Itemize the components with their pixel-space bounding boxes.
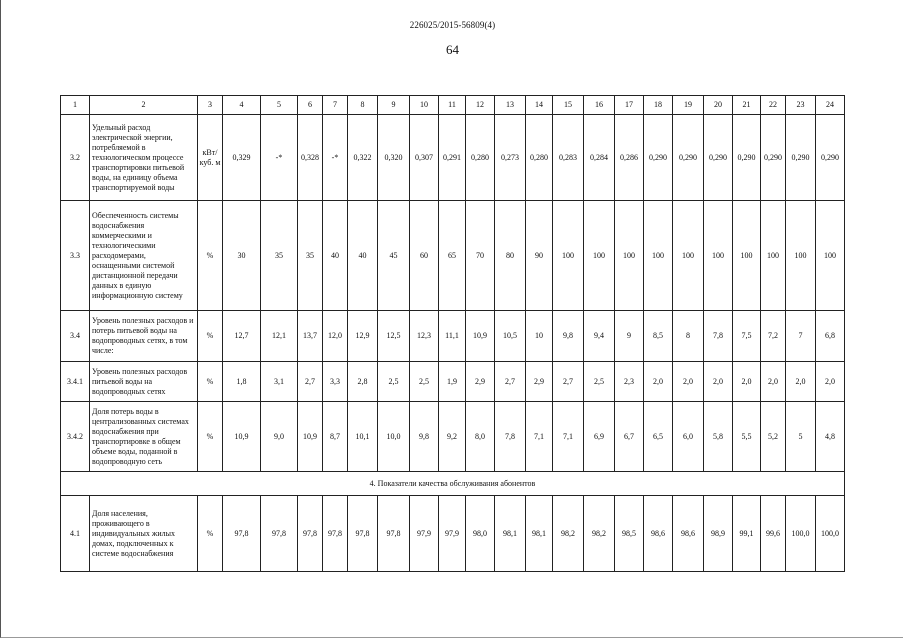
value-cell: 40 — [348, 201, 378, 311]
value-cell: 12,3 — [410, 311, 439, 362]
value-cell: 0,286 — [615, 115, 644, 201]
value-cell: 97,8 — [298, 496, 323, 572]
value-cell: 45 — [378, 201, 410, 311]
value-cell: 99,1 — [733, 496, 761, 572]
column-header: 10 — [410, 96, 439, 115]
value-cell: 2,7 — [298, 362, 323, 402]
value-cell: 2,0 — [644, 362, 673, 402]
header-row — [61, 96, 845, 115]
value-cell: 0,290 — [704, 115, 733, 201]
value-cell: 100 — [584, 201, 615, 311]
value-cell: 7,8 — [495, 402, 526, 472]
value-cell: 2,0 — [733, 362, 761, 402]
table-row — [61, 362, 845, 402]
indicators-table — [60, 95, 845, 572]
value-cell: 5,8 — [704, 402, 733, 472]
value-cell: 97,9 — [439, 496, 466, 572]
value-cell: 8,7 — [323, 402, 348, 472]
value-cell: 0,273 — [495, 115, 526, 201]
value-cell: 7,2 — [761, 311, 786, 362]
column-header: 17 — [615, 96, 644, 115]
value-cell: 9,4 — [584, 311, 615, 362]
value-cell: 1,9 — [439, 362, 466, 402]
unit-cell: % — [198, 496, 223, 572]
indicator-name-cell: Удельный расход электрической энергии, потребляемой в технологическом процессе транспортировки питьевой воды, на единицу объема транспортируемой воды — [90, 115, 198, 201]
value-cell: 7,8 — [704, 311, 733, 362]
value-cell: 9,8 — [553, 311, 584, 362]
value-cell: 4,8 — [816, 402, 845, 472]
value-cell: 2,5 — [410, 362, 439, 402]
value-cell: 2,0 — [761, 362, 786, 402]
column-header: 5 — [261, 96, 298, 115]
value-cell: 2,0 — [786, 362, 816, 402]
row-number-cell: 3.4 — [61, 311, 90, 362]
value-cell: 98,5 — [615, 496, 644, 572]
value-cell: 8 — [673, 311, 704, 362]
value-cell: 2,0 — [816, 362, 845, 402]
value-cell: 100 — [761, 201, 786, 311]
value-cell: 10,0 — [378, 402, 410, 472]
value-cell: 35 — [298, 201, 323, 311]
value-cell: 7,1 — [526, 402, 553, 472]
value-cell: 0,284 — [584, 115, 615, 201]
value-cell: 2,5 — [378, 362, 410, 402]
value-cell: 8,0 — [466, 402, 495, 472]
value-cell: 6,9 — [584, 402, 615, 472]
value-cell: 12,7 — [223, 311, 261, 362]
column-header: 8 — [348, 96, 378, 115]
value-cell: 0,328 — [298, 115, 323, 201]
indicator-name-cell: Обеспеченность системы водоснабжения коммерческими и технологическими расходомерами, оснащенными системой дистанционной передачи данных в единую информационную систему — [90, 201, 198, 311]
value-cell: 7,1 — [553, 402, 584, 472]
value-cell: 97,8 — [223, 496, 261, 572]
row-number-cell: 3.4.2 — [61, 402, 90, 472]
value-cell: 6,7 — [615, 402, 644, 472]
column-header: 11 — [439, 96, 466, 115]
value-cell: 12,9 — [348, 311, 378, 362]
row-number-cell: 3.2 — [61, 115, 90, 201]
value-cell: 2,9 — [526, 362, 553, 402]
value-cell: 98,0 — [466, 496, 495, 572]
unit-cell: % — [198, 362, 223, 402]
value-cell: 12,1 — [261, 311, 298, 362]
unit-cell: % — [198, 201, 223, 311]
row-number-cell: 3.4.1 — [61, 362, 90, 402]
unit-cell: кВт/ куб. м — [198, 115, 223, 201]
value-cell: 9,0 — [261, 402, 298, 472]
value-cell: 9,8 — [410, 402, 439, 472]
value-cell: 0,290 — [816, 115, 845, 201]
value-cell: 9 — [615, 311, 644, 362]
value-cell: 5,2 — [761, 402, 786, 472]
value-cell: 12,0 — [323, 311, 348, 362]
value-cell: 100,0 — [786, 496, 816, 572]
value-cell: -* — [261, 115, 298, 201]
value-cell: 60 — [410, 201, 439, 311]
value-cell: 97,8 — [323, 496, 348, 572]
column-header: 20 — [704, 96, 733, 115]
value-cell: 3,1 — [261, 362, 298, 402]
table-row — [61, 115, 845, 201]
value-cell: 0,307 — [410, 115, 439, 201]
value-cell: -* — [323, 115, 348, 201]
row-number-cell: 4.1 — [61, 496, 90, 572]
column-header: 19 — [673, 96, 704, 115]
value-cell: 35 — [261, 201, 298, 311]
row-number-cell: 3.3 — [61, 201, 90, 311]
document-code: 226025/2015-56809(4) — [409, 20, 496, 30]
column-header: 24 — [816, 96, 845, 115]
value-cell: 11,1 — [439, 311, 466, 362]
value-cell: 98,9 — [704, 496, 733, 572]
value-cell: 100 — [644, 201, 673, 311]
value-cell: 100 — [673, 201, 704, 311]
column-header: 1 — [61, 96, 90, 115]
column-header: 14 — [526, 96, 553, 115]
value-cell: 6,0 — [673, 402, 704, 472]
value-cell: 40 — [323, 201, 348, 311]
value-cell: 2,0 — [673, 362, 704, 402]
value-cell: 98,2 — [553, 496, 584, 572]
column-header: 7 — [323, 96, 348, 115]
indicator-name-cell: Уровень полезных расходов и потерь питьевой воды на водопроводных сетях, в том числе: — [90, 311, 198, 362]
value-cell: 13,7 — [298, 311, 323, 362]
value-cell: 0,290 — [761, 115, 786, 201]
value-cell: 98,6 — [673, 496, 704, 572]
value-cell: 100 — [816, 201, 845, 311]
value-cell: 98,2 — [584, 496, 615, 572]
value-cell: 100 — [733, 201, 761, 311]
column-header: 21 — [733, 96, 761, 115]
column-header: 6 — [298, 96, 323, 115]
column-header: 23 — [786, 96, 816, 115]
column-header: 4 — [223, 96, 261, 115]
value-cell: 10 — [526, 311, 553, 362]
table-row — [61, 201, 845, 311]
value-cell: 0,290 — [673, 115, 704, 201]
value-cell: 0,290 — [786, 115, 816, 201]
value-cell: 0,280 — [466, 115, 495, 201]
value-cell: 12,5 — [378, 311, 410, 362]
value-cell: 65 — [439, 201, 466, 311]
column-header: 22 — [761, 96, 786, 115]
value-cell: 2,3 — [615, 362, 644, 402]
value-cell: 98,1 — [526, 496, 553, 572]
value-cell: 100,0 — [816, 496, 845, 572]
value-cell: 70 — [466, 201, 495, 311]
table-row — [61, 311, 845, 362]
table-row — [61, 496, 845, 572]
value-cell: 3,3 — [323, 362, 348, 402]
value-cell: 0,283 — [553, 115, 584, 201]
value-cell: 6,8 — [816, 311, 845, 362]
column-header: 13 — [495, 96, 526, 115]
value-cell: 100 — [704, 201, 733, 311]
value-cell: 100 — [553, 201, 584, 311]
unit-cell: % — [198, 311, 223, 362]
value-cell: 98,1 — [495, 496, 526, 572]
value-cell: 30 — [223, 201, 261, 311]
value-cell: 100 — [786, 201, 816, 311]
value-cell: 6,5 — [644, 402, 673, 472]
value-cell: 80 — [495, 201, 526, 311]
value-cell: 7,5 — [733, 311, 761, 362]
value-cell: 0,329 — [223, 115, 261, 201]
value-cell: 0,322 — [348, 115, 378, 201]
value-cell: 10,9 — [298, 402, 323, 472]
value-cell: 2,0 — [704, 362, 733, 402]
value-cell: 10,9 — [223, 402, 261, 472]
column-header: 15 — [553, 96, 584, 115]
value-cell: 5 — [786, 402, 816, 472]
value-cell: 98,6 — [644, 496, 673, 572]
value-cell: 10,9 — [466, 311, 495, 362]
column-header: 12 — [466, 96, 495, 115]
value-cell: 2,9 — [466, 362, 495, 402]
value-cell: 97,8 — [348, 496, 378, 572]
value-cell: 10,1 — [348, 402, 378, 472]
column-header: 16 — [584, 96, 615, 115]
value-cell: 100 — [615, 201, 644, 311]
value-cell: 99,6 — [761, 496, 786, 572]
value-cell: 5,5 — [733, 402, 761, 472]
value-cell: 8,5 — [644, 311, 673, 362]
indicator-name-cell: Уровень полезных расходов питьевой воды на водопроводных сетях — [90, 362, 198, 402]
value-cell: 97,8 — [378, 496, 410, 572]
column-header: 3 — [198, 96, 223, 115]
column-header: 2 — [90, 96, 198, 115]
value-cell: 2,5 — [584, 362, 615, 402]
value-cell: 0,320 — [378, 115, 410, 201]
value-cell: 90 — [526, 201, 553, 311]
value-cell: 0,291 — [439, 115, 466, 201]
indicator-name-cell: Доля населения, проживающего в индивидуальных жилых домах, подключенных к системе водоснабжения — [90, 496, 198, 572]
value-cell: 2,7 — [495, 362, 526, 402]
value-cell: 1,8 — [223, 362, 261, 402]
value-cell: 0,290 — [733, 115, 761, 201]
unit-cell: % — [198, 402, 223, 472]
value-cell: 97,8 — [261, 496, 298, 572]
value-cell: 97,9 — [410, 496, 439, 572]
value-cell: 0,290 — [644, 115, 673, 201]
column-header: 9 — [378, 96, 410, 115]
table-row — [61, 402, 845, 472]
value-cell: 2,8 — [348, 362, 378, 402]
indicator-name-cell: Доля потерь воды в централизованных системах водоснабжения при транспортировке в общем объеме воды, поданной в водопроводную сеть — [90, 402, 198, 472]
value-cell: 7 — [786, 311, 816, 362]
column-header: 18 — [644, 96, 673, 115]
page-number: 64 — [446, 42, 459, 57]
section-row — [61, 472, 845, 496]
section-title: 4. Показатели качества обслуживания абонентов — [61, 472, 845, 496]
value-cell: 9,2 — [439, 402, 466, 472]
value-cell: 2,7 — [553, 362, 584, 402]
value-cell: 0,280 — [526, 115, 553, 201]
value-cell: 10,5 — [495, 311, 526, 362]
